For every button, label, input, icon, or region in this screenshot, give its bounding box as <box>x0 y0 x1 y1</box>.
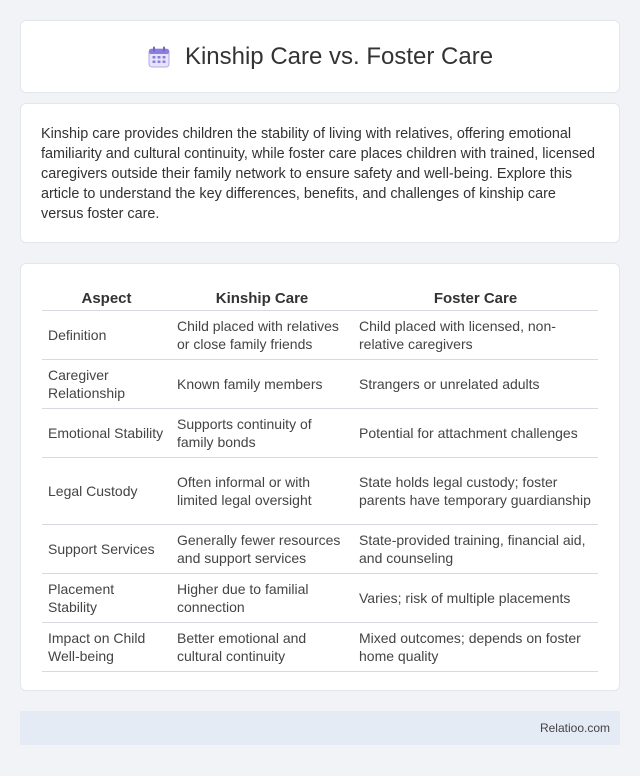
aspect-cell: Legal Custody <box>42 458 171 525</box>
foster-cell: Potential for attachment challenges <box>353 409 598 458</box>
title-card <box>20 20 620 93</box>
aspect-cell: Definition <box>42 311 171 360</box>
aspect-cell: Support Services <box>42 525 171 574</box>
aspect-cell: Emotional Stability <box>42 409 171 458</box>
header-foster-care: Foster Care <box>353 284 598 311</box>
table-row <box>42 360 598 409</box>
footer <box>20 711 620 745</box>
table-row <box>42 458 598 525</box>
table-row <box>42 574 598 623</box>
foster-cell: Child placed with licensed, non-relative caregivers <box>353 311 598 360</box>
kinship-cell: Higher due to familial connection <box>171 574 353 623</box>
kinship-cell: Better emotional and cultural continuity <box>171 623 353 672</box>
kinship-cell: Generally fewer resources and support services <box>171 525 353 574</box>
table-row <box>42 311 598 360</box>
foster-cell: Mixed outcomes; depends on foster home quality <box>353 623 598 672</box>
table-row <box>42 409 598 458</box>
aspect-cell: Impact on Child Well-being <box>42 623 171 672</box>
kinship-cell: Supports continuity of family bonds <box>171 409 353 458</box>
comparison-card <box>20 263 620 691</box>
page-title: Kinship Care vs. Foster Care <box>184 42 494 70</box>
footer-site-link[interactable]: Relatioo.com <box>539 721 610 735</box>
kinship-cell: Child placed with relatives or close family friends <box>171 311 353 360</box>
table-row <box>42 525 598 574</box>
foster-cell: State holds legal custody; foster parents have temporary guardianship <box>353 458 598 525</box>
foster-cell: Varies; risk of multiple placements <box>353 574 598 623</box>
aspect-cell: Caregiver Relationship <box>42 360 171 409</box>
foster-cell: Strangers or unrelated adults <box>353 360 598 409</box>
table-row <box>42 623 598 672</box>
header-aspect: Aspect <box>42 284 171 311</box>
header-kinship-care: Kinship Care <box>171 284 353 311</box>
intro-text: Kinship care provides children the stability of living with relatives, offering emotional familiarity and cultural continuity, while foster care places children with trained, licensed caregivers outside their family network to ensure safety and well-being. Explore this article to understand the key differences, benefits, and challenges of kinship care versus foster care. <box>41 126 596 222</box>
kinship-cell: Known family members <box>171 360 353 409</box>
aspect-cell: Placement Stability <box>42 574 171 623</box>
calendar-icon <box>147 45 171 69</box>
kinship-cell: Often informal or with limited legal oversight <box>171 458 353 525</box>
comparison-table <box>42 284 598 672</box>
foster-cell: State-provided training, financial aid, and counseling <box>353 525 598 574</box>
intro-card <box>20 103 620 243</box>
table-header-row <box>42 284 598 311</box>
